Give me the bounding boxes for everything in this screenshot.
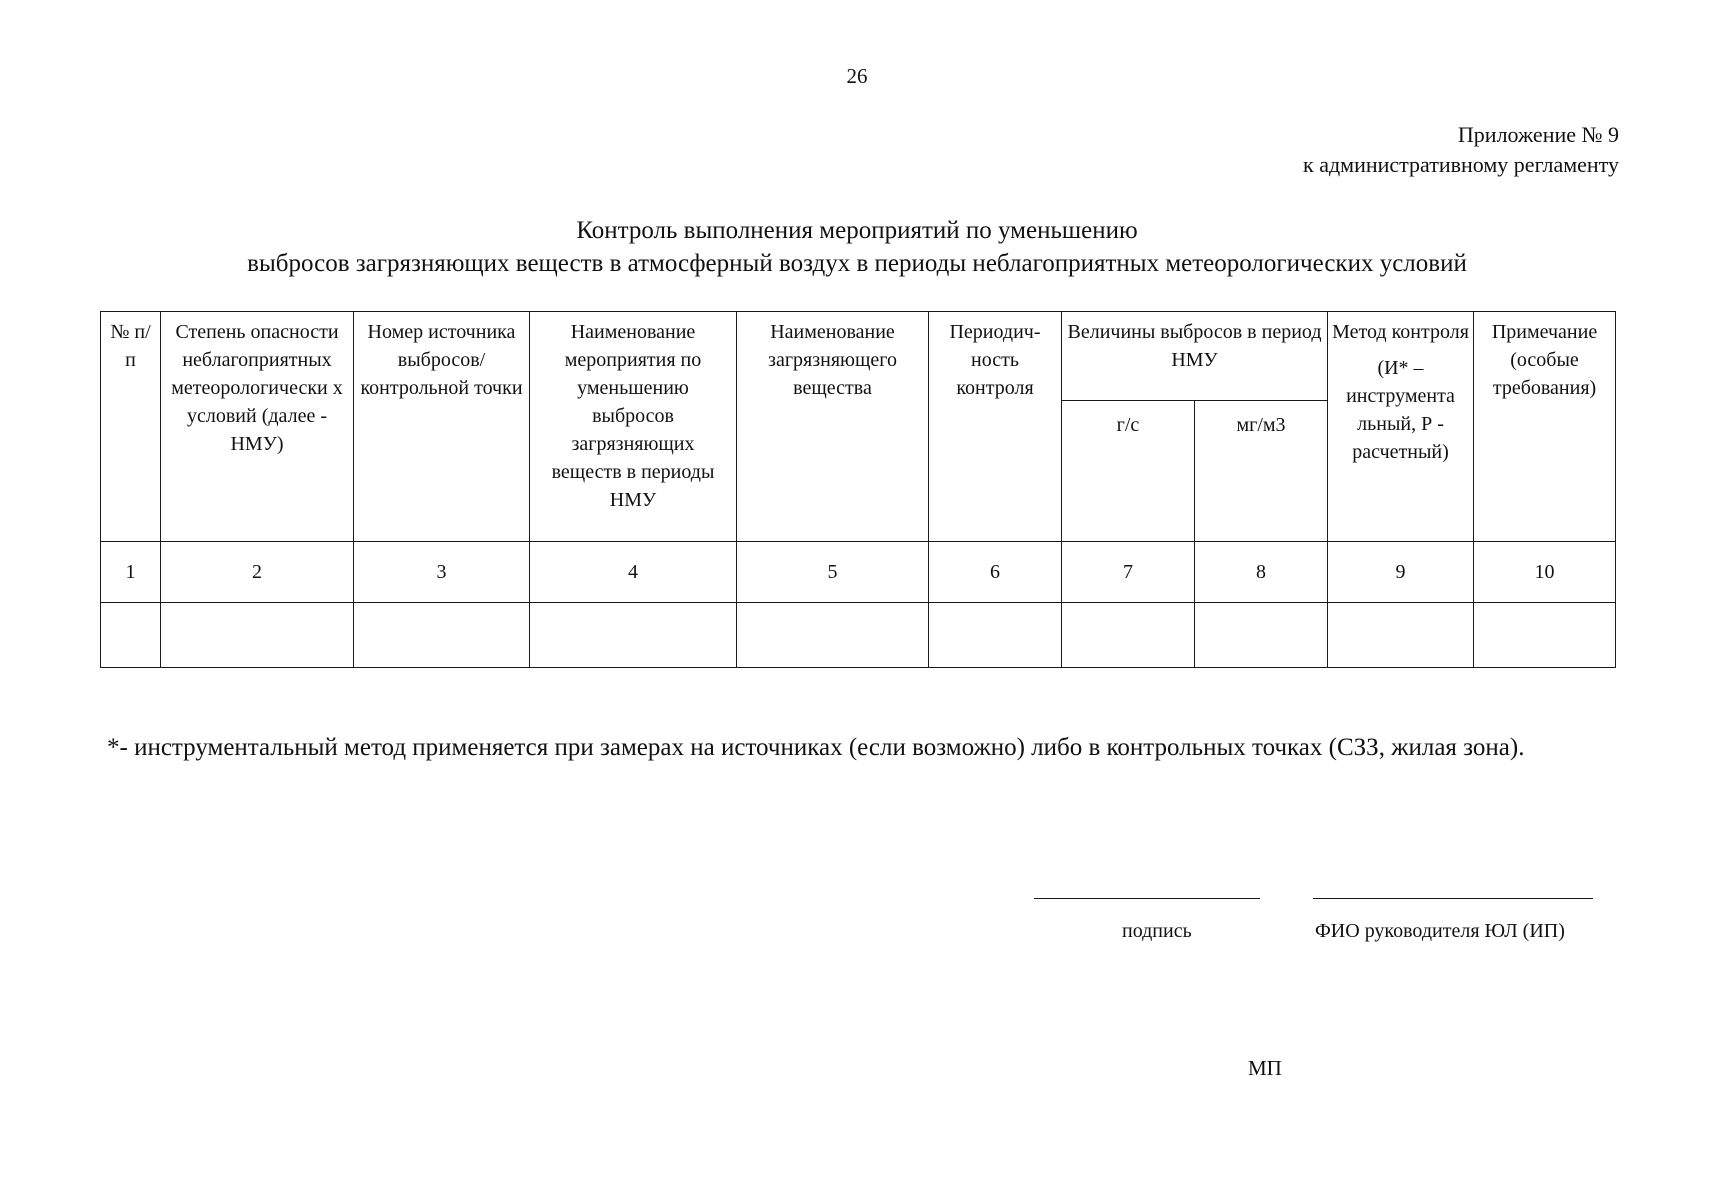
measures-control-table (100, 311, 1616, 668)
appendix-number: Приложение № 9 (1457, 122, 1619, 147)
fio-label: ФИО руководителя ЮЛ (ИП) (1315, 920, 1565, 942)
table-cell (354, 603, 530, 668)
table-cell (737, 603, 929, 668)
header-periodicity: Периодич-ность контроля (929, 312, 1062, 542)
header-control-method-note: (И* – инструмента льный, Р - расчетный) (1346, 357, 1455, 463)
table-cell (101, 603, 161, 668)
header-emissions-gs: г/с (1062, 401, 1195, 542)
header-remark: Примечание (особые требования) (1474, 312, 1616, 542)
header-emissions-group: Величины выбросов в период НМУ (1062, 312, 1328, 401)
header-danger-degree: Степень опасности неблагоприятных метеорологически х условий (далее - НМУ) (161, 312, 354, 542)
table-cell (1062, 603, 1195, 668)
header-substance-name: Наименование загрязняющего вещества (737, 312, 929, 542)
signature-label: подпись (1122, 920, 1192, 942)
header-control-method: Метод контроля (И* – инструмента льный, Р - расчетный) (1328, 312, 1474, 542)
table-cell (1195, 603, 1328, 668)
page-number: 26 (846, 64, 868, 88)
signature-line (1034, 898, 1260, 899)
table-header-row (101, 312, 1616, 401)
column-number-cell: 1 (101, 542, 161, 603)
column-number-cell: 5 (737, 542, 929, 603)
fio-line (1313, 898, 1593, 899)
table-cell (530, 603, 737, 668)
document-title (100, 214, 1614, 280)
stamp-label: МП (1248, 1056, 1282, 1080)
column-number-cell: 7 (1062, 542, 1195, 603)
title-line-1: Контроль выполнения мероприятий по уменьшению (576, 217, 1138, 244)
header-emissions-mgm3: мг/м3 (1195, 401, 1328, 542)
column-number-cell: 6 (929, 542, 1062, 603)
column-number-cell: 3 (354, 542, 530, 603)
table-cell (1328, 603, 1474, 668)
column-numbers-row (101, 542, 1616, 603)
appendix-reference (1303, 120, 1619, 180)
column-number-cell: 4 (530, 542, 737, 603)
column-number-cell: 2 (161, 542, 354, 603)
column-number-cell: 9 (1328, 542, 1474, 603)
header-measure-name: Наименование мероприятия по уменьшению выбросов загрязняющих веществ в периоды НМУ (530, 312, 737, 542)
appendix-regulation: к административному регламенту (1303, 152, 1619, 177)
column-number-cell: 10 (1474, 542, 1616, 603)
table-cell (1474, 603, 1616, 668)
column-number-cell: 8 (1195, 542, 1328, 603)
footnote: *- инструментальный метод применяется при замерах на источниках (если возможно) либо в контрольных точках (СЗЗ, жилая зона). (107, 734, 1525, 761)
header-source-number: Номер источника выбросов/ контрольной точки (354, 312, 530, 542)
table-row (101, 603, 1616, 668)
header-num: № п/п (101, 312, 161, 542)
table-cell (929, 603, 1062, 668)
title-line-2: выбросов загрязняющих веществ в атмосферный воздух в периоды неблагоприятных метеорологических условий (247, 250, 1467, 277)
table-cell (161, 603, 354, 668)
